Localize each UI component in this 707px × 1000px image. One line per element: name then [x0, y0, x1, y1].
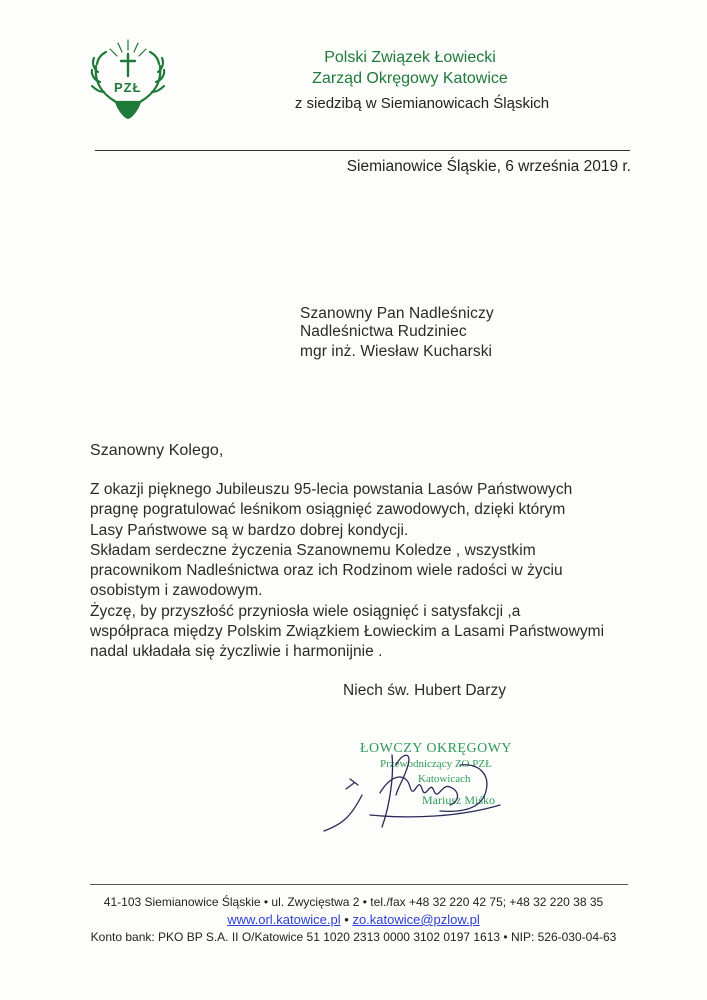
stamp-role: Przewodniczący ZO PZŁ: [380, 758, 492, 770]
org-unit: Zarząd Okręgowy Katowice: [312, 70, 508, 87]
body-line: pragnę pogratulować leśnikom osiągnięć zawodowych, dzięki którym: [90, 501, 566, 519]
signature-stamp: [310, 735, 540, 835]
footer-contacts: [0, 912, 707, 927]
deer-antlers-icon: [88, 36, 168, 120]
pzl-logo: [88, 36, 168, 120]
body-line: osobistym i zawodowym.: [90, 582, 263, 600]
logo-text: PZŁ: [114, 80, 142, 95]
salutation: Szanowny Kolego,: [90, 442, 224, 459]
body-line: współpraca między Polskim Związkiem Łowieckim a Lasami Państwowymi: [90, 623, 605, 641]
email-link[interactable]: zo.katowice@pzlow.pl: [352, 912, 480, 927]
body-line: Składam serdeczne życzenia Szanownemu Koledze , wszystkim: [90, 541, 536, 559]
website-link[interactable]: www.orl.katowice.pl: [227, 912, 341, 927]
body-line: Lasy Państwowe są w bardzo dobrej kondycji.: [90, 521, 409, 539]
org-name: Polski Związek Łowiecki: [324, 49, 496, 66]
footer-bank: Konto bank: PKO BP S.A. II O/Katowice 51 1020 2313 0000 3102 0197 1613 • NIP: 526-030-04-63: [90, 930, 617, 944]
recipient-line: Szanowny Pan Nadleśniczy: [300, 305, 494, 322]
handwritten-signature: [310, 735, 540, 835]
footer-separator: •: [344, 912, 349, 927]
body-line: nadal układała się życzliwie i harmonijnie .: [90, 643, 383, 661]
body-line: pracownikom Nadleśnictwa oraz ich Rodzinom wiele radości w życiu: [90, 562, 563, 580]
date-line: Siemianowice Śląskie, 6 września 2019 r.: [346, 158, 631, 175]
footer-address: 41-103 Siemianowice Śląskie • ul. Zwycięstwa 2 • tel./fax +48 32 220 42 75; +48 32 220 38 35: [103, 895, 604, 909]
closing-greeting: Niech św. Hubert Darzy: [343, 682, 507, 699]
stamp-title: ŁOWCZY OKRĘGOWY: [360, 741, 513, 756]
header-divider: [95, 150, 630, 151]
stamp-city: Katowicach: [418, 773, 471, 785]
stamp-name: Mariusz Miśko: [422, 793, 495, 807]
footer-divider: [90, 884, 628, 885]
recipient-line: mgr inż. Wiesław Kucharski: [300, 343, 493, 360]
org-seat: z siedzibą w Siemianowicach Śląskich: [294, 95, 550, 112]
body-line: Z okazji pięknego Jubileuszu 95-lecia powstania Lasów Państwowych: [90, 481, 573, 498]
body-line: Życzę, by przyszłość przyniosła wiele osiągnięć i satysfakcji ,a: [90, 602, 521, 620]
letter-body: [90, 480, 650, 663]
recipient-line: Nadleśnictwa Rudziniec: [300, 323, 467, 340]
